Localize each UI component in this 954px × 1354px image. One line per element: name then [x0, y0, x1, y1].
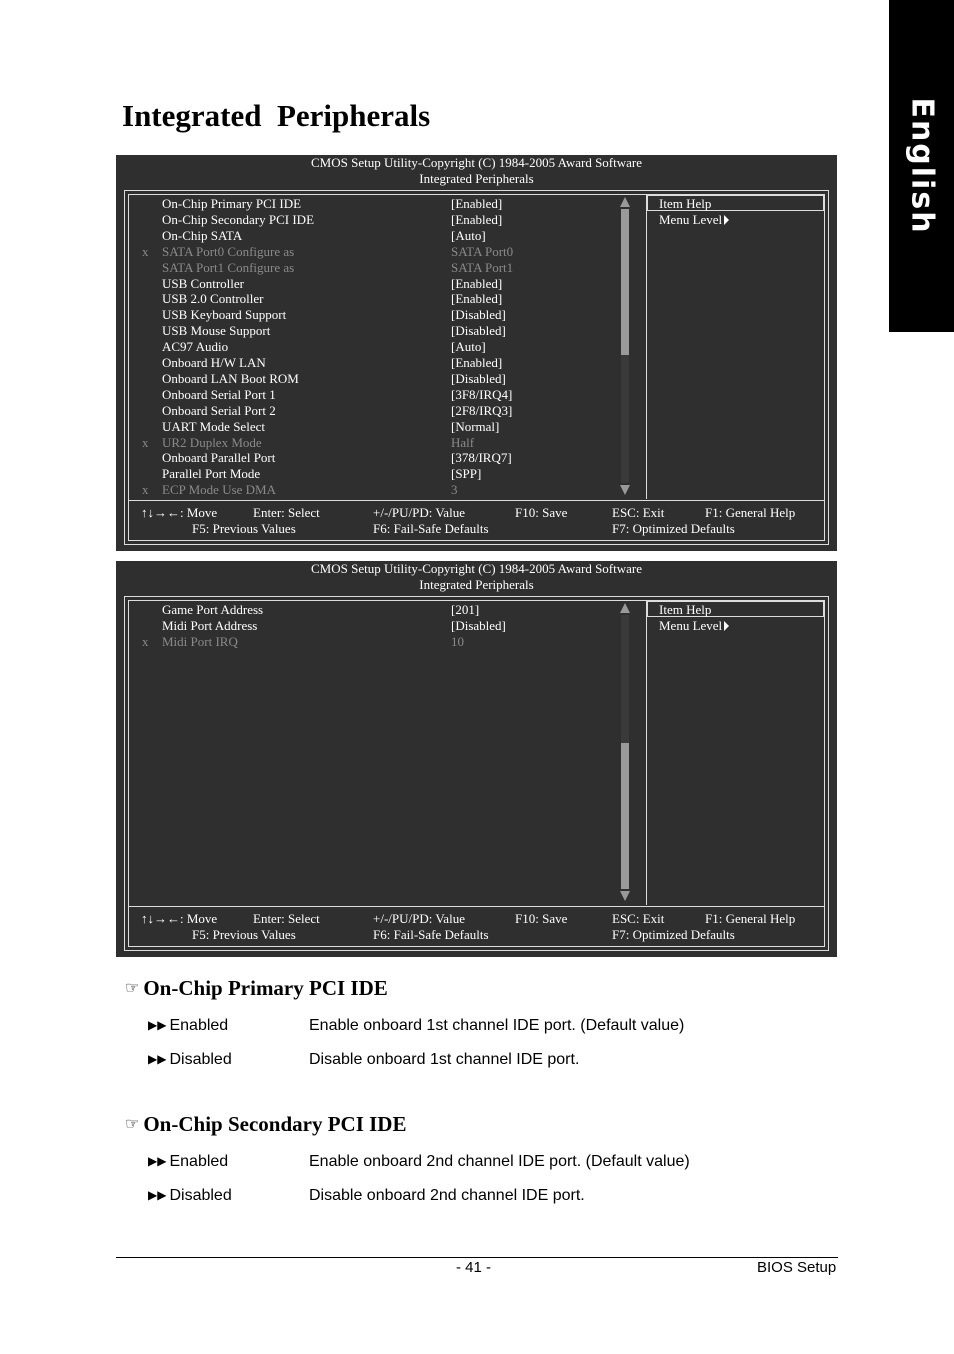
language-tab [889, 0, 954, 332]
option-name: ▶▶ Enabled [148, 1153, 229, 1170]
page-number: - 41 - [456, 1259, 492, 1276]
bios-setting-row[interactable] [129, 196, 629, 212]
setting-value: 10 [451, 633, 464, 649]
unavailable-marker: x [142, 482, 149, 498]
key-previous-values: F5: Previous Values [192, 521, 296, 536]
bios-setting-row[interactable] [129, 371, 629, 387]
bios-screen-title: Integrated Peripherals [419, 170, 534, 186]
bios-setting-row[interactable] [129, 228, 629, 244]
option-name: ▶▶ Disabled [148, 1187, 232, 1204]
bios-setting-row[interactable] [129, 618, 629, 634]
setting-value[interactable]: [SPP] [451, 466, 482, 482]
setting-value[interactable]: [Enabled] [451, 275, 503, 291]
bios-setting-row[interactable] [129, 212, 629, 228]
bios-screen-2 [116, 561, 837, 957]
unavailable-marker: x [142, 434, 149, 450]
setting-label: SATA Port1 Configure as [162, 259, 295, 275]
setting-value: SATA Port1 [451, 259, 514, 275]
option-description: Disable onboard 1st channel IDE port. [309, 1051, 580, 1068]
double-arrow-icon: ▶▶ [148, 1154, 167, 1168]
setting-label: Game Port Address [162, 602, 264, 617]
scroll-thumb[interactable] [621, 743, 629, 889]
bios-setting-row [129, 260, 629, 276]
key-move: ↑↓→←: Move [141, 505, 218, 520]
bios-setting-row [129, 435, 629, 451]
setting-label: USB Mouse Support [162, 323, 271, 339]
double-arrow-icon: ▶▶ [148, 1188, 167, 1202]
key-select: Enter: Select [253, 505, 320, 520]
bios-setting-row [129, 482, 629, 498]
bios-frame [124, 596, 829, 951]
scroll-track[interactable] [621, 209, 629, 483]
footer-divider [116, 1257, 838, 1258]
bios-header [116, 155, 837, 186]
key-exit: ESC: Exit [612, 505, 665, 520]
bios-key-legend [129, 500, 824, 541]
menu-level-text: Menu Level [659, 212, 729, 228]
scrollbar[interactable] [620, 603, 631, 901]
scroll-up-icon[interactable] [620, 197, 630, 207]
setting-value[interactable]: [201] [451, 602, 480, 617]
setting-label: Midi Port Address [162, 617, 258, 633]
option-description: Enable onboard 2nd channel IDE port. (Default value) [309, 1153, 690, 1170]
key-select: Enter: Select [253, 911, 320, 926]
option-description: Disable onboard 2nd channel IDE port. [309, 1187, 585, 1204]
key-failsafe-defaults: F6: Fail-Safe Defaults [373, 927, 489, 942]
pointing-hand-icon: ☞ [125, 1116, 140, 1133]
pointing-hand-icon: ☞ [125, 980, 140, 997]
bios-setting-row [129, 634, 629, 650]
key-help: F1: General Help [705, 911, 796, 926]
unavailable-marker: x [142, 243, 149, 259]
bios-header [116, 561, 837, 592]
setting-value[interactable]: [Enabled] [451, 291, 503, 307]
section-heading-secondary-ide: ☞ On-Chip Secondary PCI IDE [125, 1112, 407, 1136]
doc-section-label: BIOS Setup [757, 1259, 837, 1276]
option-description: Enable onboard 1st channel IDE port. (Default value) [309, 1017, 685, 1034]
key-optimized-defaults: F7: Optimized Defaults [612, 927, 735, 942]
key-help: F1: General Help [705, 505, 796, 520]
setting-value[interactable]: [Disabled] [451, 370, 506, 386]
key-previous-values: F5: Previous Values [192, 927, 296, 942]
setting-label: Onboard Serial Port 1 [162, 386, 276, 402]
bios-setting-row[interactable] [129, 419, 629, 435]
setting-value: 3 [451, 482, 458, 498]
setting-label: Onboard LAN Boot ROM [162, 370, 299, 386]
setting-label: Parallel Port Mode [162, 466, 261, 482]
setting-label: SATA Port0 Configure as [162, 243, 295, 259]
page-title: Integrated Peripherals [122, 98, 431, 133]
bios-setting-row[interactable] [129, 276, 629, 292]
triangle-right-icon [724, 215, 729, 225]
bios-copyright: CMOS Setup Utility-Copyright (C) 1984-2005 Award Software [310, 155, 642, 170]
bios-setting-row[interactable] [129, 403, 629, 419]
key-move: ↑↓→←: Move [141, 911, 218, 926]
bios-setting-row[interactable] [129, 307, 629, 323]
scroll-thumb[interactable] [621, 209, 629, 355]
bios-copyright: CMOS Setup Utility-Copyright (C) 1984-2005 Award Software [310, 561, 642, 576]
key-optimized-defaults: F7: Optimized Defaults [612, 521, 735, 536]
setting-label: USB Keyboard Support [162, 307, 287, 323]
setting-label: ECP Mode Use DMA [162, 482, 276, 498]
setting-label: On-Chip Secondary PCI IDE [162, 211, 315, 227]
language-tab-label: English [904, 97, 939, 235]
unavailable-marker: x [142, 633, 149, 649]
bios-setting-row[interactable] [129, 323, 629, 339]
bios-key-legend [129, 906, 824, 947]
setting-value[interactable]: [Disabled] [451, 617, 506, 633]
scroll-down-icon[interactable] [620, 891, 630, 901]
section-heading-primary-ide: ☞ On-Chip Primary PCI IDE [125, 976, 388, 1000]
option-name: ▶▶ Enabled [148, 1017, 229, 1034]
key-save: F10: Save [515, 911, 568, 926]
setting-label: Onboard H/W LAN [162, 355, 266, 370]
setting-value[interactable]: [Normal] [451, 418, 500, 434]
bios-setting-row[interactable] [129, 602, 629, 618]
bios-setting-row [129, 244, 629, 260]
setting-value[interactable]: [Enabled] [451, 211, 503, 227]
setting-label: AC97 Audio [162, 339, 229, 355]
scroll-track[interactable] [621, 615, 629, 889]
item-help-panel [647, 601, 824, 905]
item-help-title: Item Help [659, 196, 712, 211]
bios-setting-row[interactable] [129, 466, 629, 482]
triangle-right-icon [724, 621, 729, 631]
double-arrow-icon: ▶▶ [148, 1018, 167, 1032]
setting-label: USB Controller [162, 275, 244, 291]
option-name: ▶▶ Disabled [148, 1051, 232, 1068]
bios-setting-row[interactable] [129, 355, 629, 371]
setting-value[interactable]: [Enabled] [451, 196, 503, 211]
setting-label: Midi Port IRQ [162, 633, 238, 649]
scroll-down-icon[interactable] [620, 485, 630, 495]
key-value: +/-/PU/PD: Value [373, 911, 465, 926]
setting-value[interactable]: [3F8/IRQ4] [451, 386, 513, 402]
setting-value[interactable]: [Disabled] [451, 307, 506, 323]
menu-level-text: Menu Level [659, 618, 729, 634]
key-save: F10: Save [515, 505, 568, 520]
setting-label: On-Chip Primary PCI IDE [162, 196, 302, 211]
settings-list [129, 601, 647, 905]
key-exit: ESC: Exit [612, 911, 665, 926]
setting-value: Half [451, 434, 475, 450]
setting-label: UART Mode Select [162, 418, 265, 434]
bios-setting-row[interactable] [129, 339, 629, 355]
key-failsafe-defaults: F6: Fail-Safe Defaults [373, 521, 489, 536]
setting-label: Onboard Parallel Port [162, 450, 276, 466]
bios-screen-title: Integrated Peripherals [419, 576, 534, 592]
bios-frame [124, 190, 829, 545]
setting-value[interactable]: [378/IRQ7] [451, 450, 512, 466]
setting-label: USB 2.0 Controller [162, 291, 264, 307]
key-value: +/-/PU/PD: Value [373, 505, 465, 520]
item-help-panel [647, 195, 824, 499]
settings-list [129, 195, 647, 499]
bios-setting-row[interactable] [129, 291, 629, 307]
double-arrow-icon: ▶▶ [148, 1052, 167, 1066]
item-help-title: Item Help [659, 602, 712, 617]
setting-label: On-Chip SATA [162, 227, 243, 243]
setting-label: Onboard Serial Port 2 [162, 402, 276, 418]
setting-label: UR2 Duplex Mode [162, 434, 262, 450]
setting-value[interactable]: [Auto] [451, 227, 486, 243]
scroll-up-icon[interactable] [620, 603, 630, 613]
setting-value[interactable]: [Auto] [451, 339, 486, 355]
bios-screen-1 [116, 155, 837, 551]
setting-value: SATA Port0 [451, 243, 514, 259]
bios-setting-row[interactable] [129, 450, 629, 466]
setting-value[interactable]: [Disabled] [451, 323, 506, 339]
setting-value[interactable]: [2F8/IRQ3] [451, 402, 513, 418]
setting-value[interactable]: [Enabled] [451, 355, 503, 370]
scrollbar[interactable] [620, 197, 631, 495]
bios-setting-row[interactable] [129, 387, 629, 403]
